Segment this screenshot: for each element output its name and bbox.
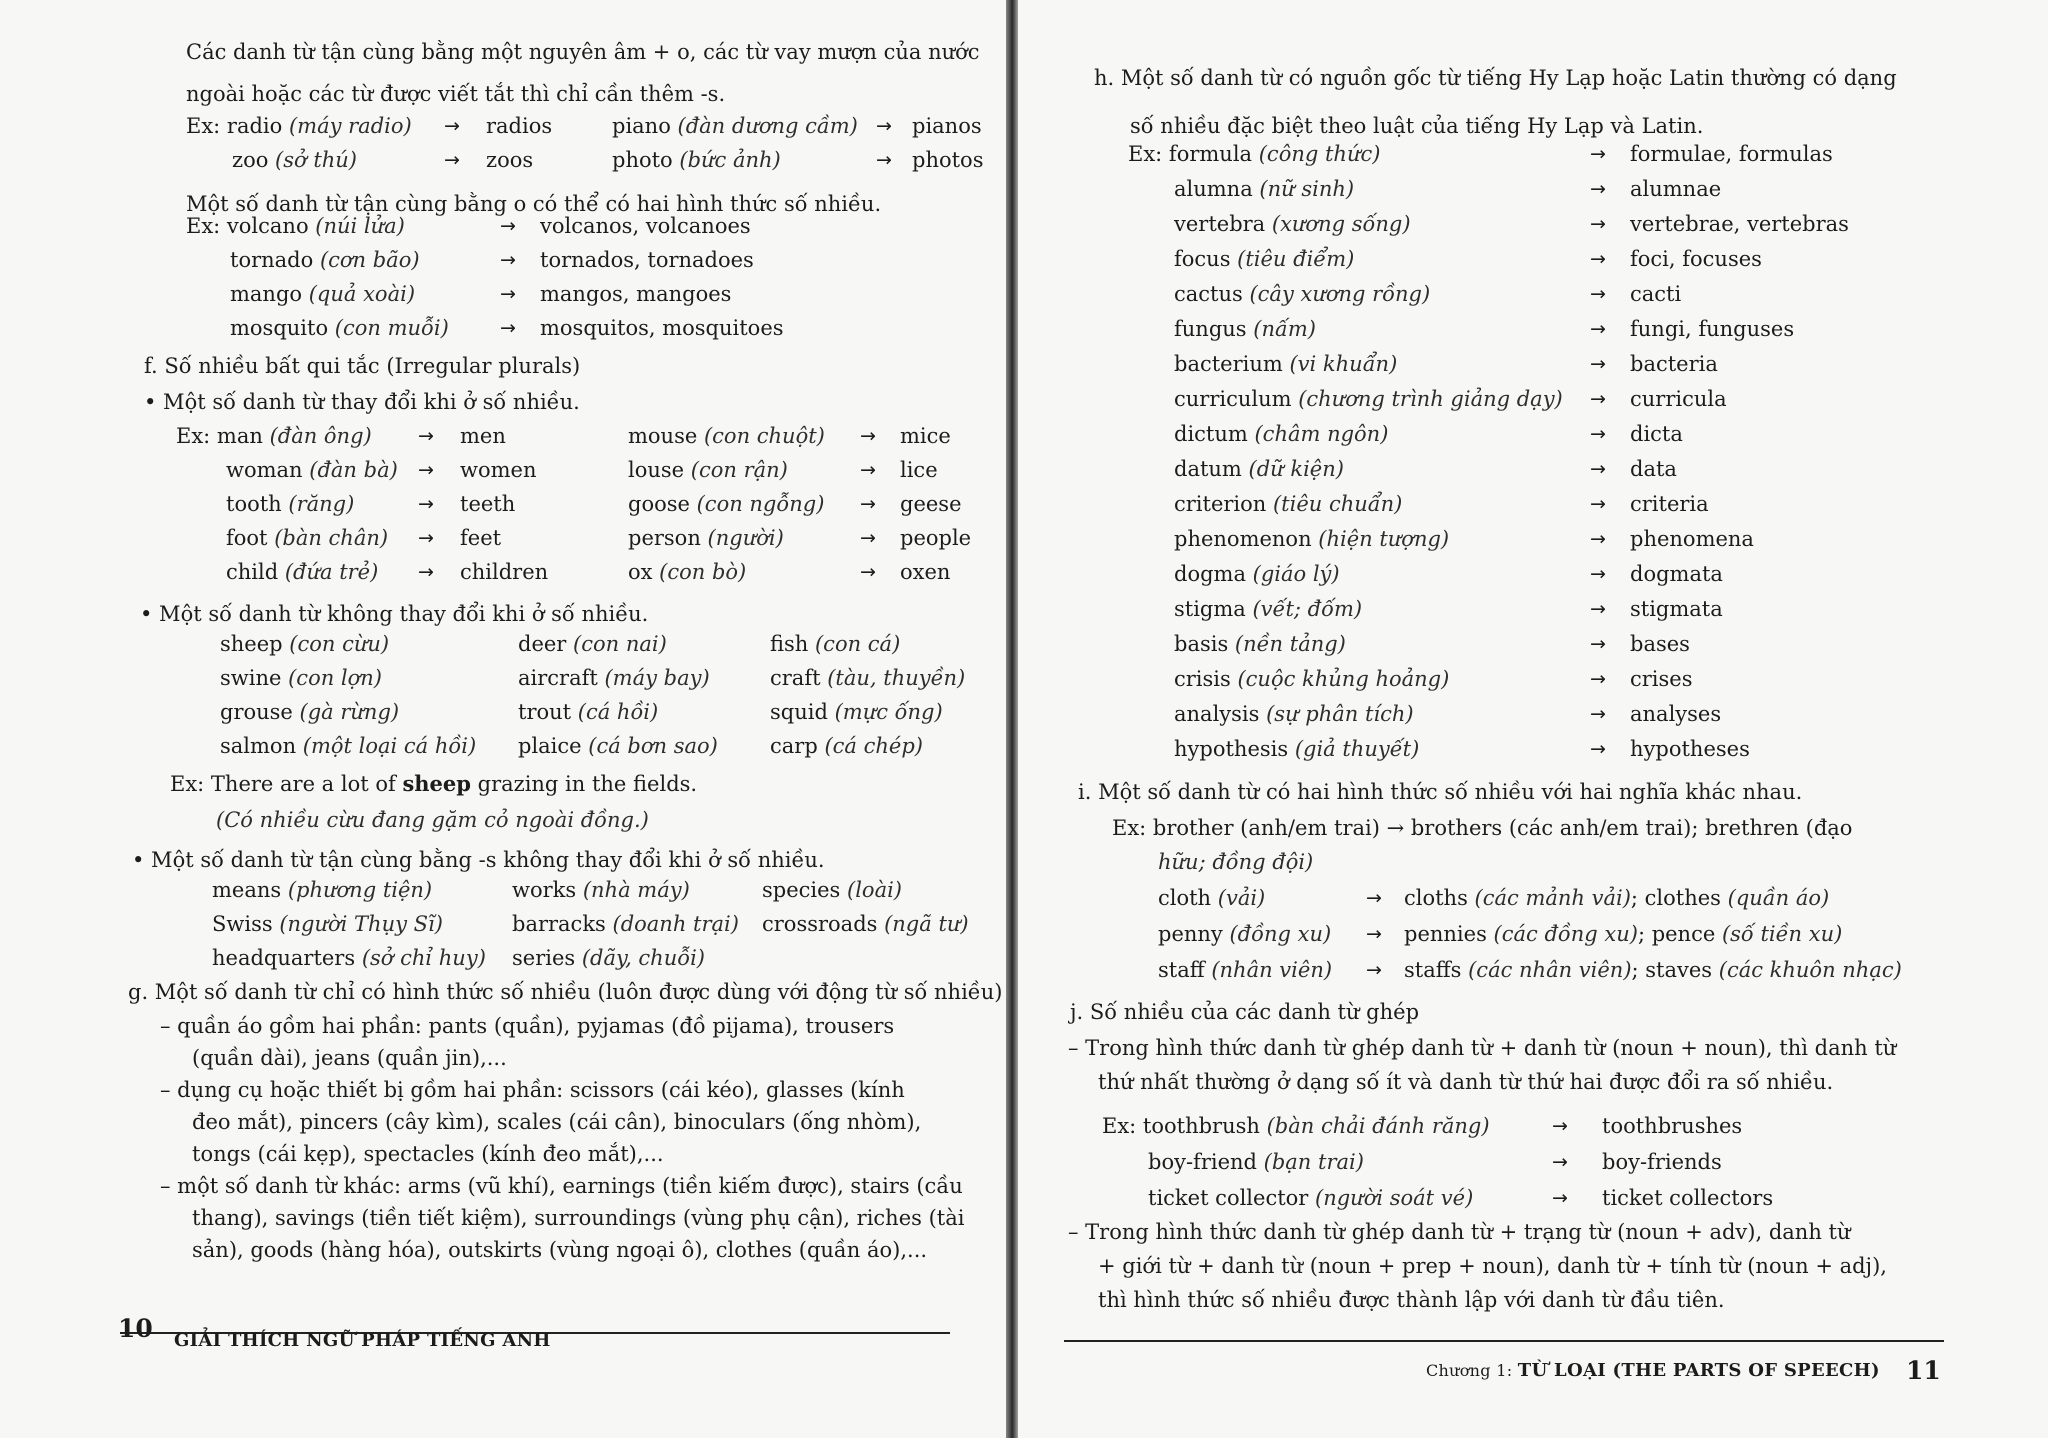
example-word: Ex: volcano (núi lửa) bbox=[186, 214, 405, 238]
example-word: Ex: formula (công thức) bbox=[1128, 142, 1381, 166]
example-word: person (người) bbox=[628, 526, 784, 550]
section-heading: f. Số nhiều bất qui tắc (Irregular plurals) bbox=[144, 354, 581, 378]
arrow-icon: → bbox=[500, 317, 516, 339]
plural-form: cloths (các mảnh vải); clothes (quần áo) bbox=[1404, 886, 1830, 910]
example-word: cloth (vải) bbox=[1158, 886, 1266, 910]
plural-form: radios bbox=[486, 114, 553, 138]
section-heading: g. Một số danh từ chỉ có hình thức số nhiều (luôn được dùng với động từ số nhiều) bbox=[128, 980, 1003, 1004]
example-word: cactus (cây xương rồng) bbox=[1174, 282, 1431, 306]
plural-form: phenomena bbox=[1630, 527, 1754, 551]
arrow-icon: → bbox=[500, 249, 516, 271]
arrow-icon: → bbox=[500, 283, 516, 305]
example-word: carp (cá chép) bbox=[770, 734, 923, 758]
arrow-icon: → bbox=[1590, 388, 1606, 410]
example-word: deer (con nai) bbox=[518, 632, 667, 656]
arrow-icon: → bbox=[1552, 1115, 1568, 1137]
example-word: vertebra (xương sống) bbox=[1174, 212, 1411, 236]
arrow-icon: → bbox=[444, 149, 460, 171]
example-word: curriculum (chương trình giảng dạy) bbox=[1174, 387, 1563, 411]
plural-form: men bbox=[460, 424, 506, 448]
left-page bbox=[0, 0, 1010, 1438]
example-word: works (nhà máy) bbox=[512, 878, 690, 902]
plural-form: volcanos, volcanoes bbox=[540, 214, 751, 238]
example-word: fish (con cá) bbox=[770, 632, 901, 656]
plural-form: bacteria bbox=[1630, 352, 1718, 376]
example-word: photo (bức ảnh) bbox=[612, 148, 781, 172]
example-word: goose (con ngỗng) bbox=[628, 492, 825, 516]
list-line: sản), goods (hàng hóa), outskirts (vùng ngoại ô), clothes (quần áo),... bbox=[192, 1238, 928, 1262]
section-text: Một số danh từ tận cùng bằng o có thể có hai hình thức số nhiều. bbox=[186, 192, 882, 216]
example-word: datum (dữ kiện) bbox=[1174, 457, 1344, 481]
example-text: grazing in the fields. bbox=[470, 772, 698, 796]
arrow-icon: → bbox=[1366, 959, 1382, 981]
plural-form: lice bbox=[900, 458, 938, 482]
example-word: ox (con bò) bbox=[628, 560, 747, 584]
plural-form: formulae, formulas bbox=[1630, 142, 1833, 166]
arrow-icon: → bbox=[1366, 887, 1382, 909]
example-word: child (đứa trẻ) bbox=[226, 560, 379, 584]
example-word: mouse (con chuột) bbox=[628, 424, 825, 448]
plural-form: curricula bbox=[1630, 387, 1727, 411]
arrow-icon: → bbox=[1590, 703, 1606, 725]
arrow-icon: → bbox=[860, 527, 876, 549]
example-word: tornado (cơn bão) bbox=[230, 248, 420, 272]
right-page bbox=[1018, 0, 2048, 1438]
example-word: woman (đàn bà) bbox=[226, 458, 398, 482]
example-word: species (loài) bbox=[762, 878, 902, 902]
arrow-icon: → bbox=[1590, 493, 1606, 515]
example-word: Ex: toothbrush (bàn chải đánh răng) bbox=[1102, 1114, 1490, 1138]
arrow-icon: → bbox=[1552, 1187, 1568, 1209]
running-footer bbox=[1426, 1360, 1880, 1381]
plural-form: photos bbox=[912, 148, 984, 172]
example-word: series (dãy, chuỗi) bbox=[512, 946, 705, 970]
example-word: Ex: man (đàn ông) bbox=[176, 424, 372, 448]
paragraph-line: + giới từ + danh từ (noun + prep + noun), danh từ + tính từ (noun + adj), bbox=[1098, 1254, 1887, 1278]
arrow-icon: → bbox=[418, 561, 434, 583]
intro-line: ngoài hoặc các từ được viết tắt thì chỉ cần thêm -s. bbox=[186, 82, 726, 106]
section-heading: h. Một số danh từ có nguồn gốc từ tiếng Hy Lạp hoặc Latin thường có dạng bbox=[1094, 66, 1897, 90]
list-line: – dụng cụ hoặc thiết bị gồm hai phần: scissors (cái kéo), glasses (kính bbox=[160, 1078, 905, 1102]
example-word: mango (quả xoài) bbox=[230, 282, 416, 306]
example-translation: (Có nhiều cừu đang gặm cỏ ngoài đồng.) bbox=[216, 808, 649, 832]
example-word: means (phương tiện) bbox=[212, 878, 433, 902]
example-word: squid (mực ống) bbox=[770, 700, 943, 724]
arrow-icon: → bbox=[418, 459, 434, 481]
arrow-icon: → bbox=[418, 527, 434, 549]
example-word: salmon (một loại cá hồi) bbox=[220, 734, 477, 758]
arrow-icon: → bbox=[1590, 178, 1606, 200]
plural-form: fungi, funguses bbox=[1630, 317, 1795, 341]
plural-form: dogmata bbox=[1630, 562, 1723, 586]
plural-form: teeth bbox=[460, 492, 516, 516]
section-heading: i. Một số danh từ có hai hình thức số nhiều với hai nghĩa khác nhau. bbox=[1078, 780, 1803, 804]
plural-form: data bbox=[1630, 457, 1677, 481]
plural-form: pianos bbox=[912, 114, 982, 138]
arrow-icon: → bbox=[1590, 458, 1606, 480]
example-word: piano (đàn dương cầm) bbox=[612, 114, 858, 138]
plural-form: women bbox=[460, 458, 537, 482]
arrow-icon: → bbox=[1590, 318, 1606, 340]
page-number: 10 bbox=[118, 1314, 153, 1343]
example-word: ticket collector (người soát vé) bbox=[1148, 1186, 1474, 1210]
list-line: – một số danh từ khác: arms (vũ khí), earnings (tiền kiếm được), stairs (cầu bbox=[160, 1174, 963, 1198]
plural-form: mice bbox=[900, 424, 951, 448]
example-word: focus (tiêu điểm) bbox=[1174, 247, 1355, 271]
example-word: fungus (nấm) bbox=[1174, 317, 1316, 341]
example-word: dogma (giáo lý) bbox=[1174, 562, 1340, 586]
arrow-icon: → bbox=[1590, 143, 1606, 165]
arrow-icon: → bbox=[860, 561, 876, 583]
list-line: – quần áo gồm hai phần: pants (quần), pyjamas (đồ pijama), trousers bbox=[160, 1014, 895, 1038]
example-word: bacterium (vi khuẩn) bbox=[1174, 352, 1398, 376]
example-word: foot (bàn chân) bbox=[226, 526, 389, 550]
example-word: plaice (cá bơn sao) bbox=[518, 734, 718, 758]
plural-form: stigmata bbox=[1630, 597, 1723, 621]
example-word: hypothesis (giả thuyết) bbox=[1174, 737, 1420, 761]
plural-form: geese bbox=[900, 492, 962, 516]
plural-form: zoos bbox=[486, 148, 534, 172]
plural-form: pennies (các đồng xu); pence (số tiền xu) bbox=[1404, 922, 1843, 946]
plural-form: alumnae bbox=[1630, 177, 1722, 201]
example-line: hữu; đồng đội) bbox=[1158, 850, 1314, 874]
example-word: crossroads (ngã tư) bbox=[762, 912, 969, 936]
plural-form: mangos, mangoes bbox=[540, 282, 732, 306]
plural-form: oxen bbox=[900, 560, 951, 584]
arrow-icon: → bbox=[1590, 283, 1606, 305]
plural-form: feet bbox=[460, 526, 502, 550]
example-word: analysis (sự phân tích) bbox=[1174, 702, 1414, 726]
arrow-icon: → bbox=[1366, 923, 1382, 945]
bullet-heading: • Một số danh từ không thay đổi khi ở số nhiều. bbox=[140, 602, 649, 626]
example-word: swine (con lợn) bbox=[220, 666, 382, 690]
paragraph-line: thì hình thức số nhiều được thành lập với danh từ đầu tiên. bbox=[1098, 1288, 1725, 1312]
running-footer: GIẢI THÍCH NGỮ PHÁP TIẾNG ANH bbox=[174, 1330, 551, 1351]
example-word: louse (con rận) bbox=[628, 458, 788, 482]
example-word: Ex: radio (máy radio) bbox=[186, 114, 412, 138]
footer-title: TỪ LOẠI (THE PARTS OF SPEECH) bbox=[1517, 1360, 1880, 1381]
arrow-icon: → bbox=[1552, 1151, 1568, 1173]
arrow-icon: → bbox=[1590, 633, 1606, 655]
page-number: 11 bbox=[1906, 1356, 1941, 1385]
paragraph-line: thứ nhất thường ở dạng số ít và danh từ thứ hai được đổi ra số nhiều. bbox=[1098, 1070, 1834, 1094]
example-word: criterion (tiêu chuẩn) bbox=[1174, 492, 1403, 516]
example-sentence bbox=[170, 770, 697, 798]
arrow-icon: → bbox=[1590, 353, 1606, 375]
list-line: đeo mắt), pincers (cây kìm), scales (cái cân), binoculars (ống nhòm), bbox=[192, 1110, 922, 1134]
bullet-heading: • Một số danh từ tận cùng bằng -s không thay đổi khi ở số nhiều. bbox=[132, 848, 825, 872]
plural-form: criteria bbox=[1630, 492, 1709, 516]
section-heading: số nhiều đặc biệt theo luật của tiếng Hy Lạp và Latin. bbox=[1130, 114, 1704, 138]
arrow-icon: → bbox=[1590, 528, 1606, 550]
example-word: headquarters (sở chỉ huy) bbox=[212, 946, 486, 970]
example-word: boy-friend (bạn trai) bbox=[1148, 1150, 1364, 1174]
arrow-icon: → bbox=[418, 425, 434, 447]
example-keyword: sheep bbox=[402, 771, 471, 796]
example-word: aircraft (máy bay) bbox=[518, 666, 710, 690]
example-word: dictum (châm ngôn) bbox=[1174, 422, 1389, 446]
bullet-heading: • Một số danh từ thay đổi khi ở số nhiều. bbox=[144, 390, 580, 414]
arrow-icon: → bbox=[1590, 213, 1606, 235]
arrow-icon: → bbox=[1590, 423, 1606, 445]
plural-form: children bbox=[460, 560, 549, 584]
arrow-icon: → bbox=[1590, 668, 1606, 690]
example-word: penny (đồng xu) bbox=[1158, 922, 1332, 946]
example-word: sheep (con cừu) bbox=[220, 632, 390, 656]
arrow-icon: → bbox=[1590, 598, 1606, 620]
arrow-icon: → bbox=[860, 493, 876, 515]
plural-form: foci, focuses bbox=[1630, 247, 1762, 271]
example-word: barracks (doanh trại) bbox=[512, 912, 739, 936]
plural-form: vertebrae, vertebras bbox=[1630, 212, 1849, 236]
example-word: crisis (cuộc khủng hoảng) bbox=[1174, 667, 1450, 691]
plural-form: dicta bbox=[1630, 422, 1683, 446]
plural-form: hypotheses bbox=[1630, 737, 1750, 761]
example-word: stigma (vết; đốm) bbox=[1174, 597, 1363, 621]
list-line: tongs (cái kẹp), spectacles (kính đeo mắt),... bbox=[192, 1142, 664, 1166]
arrow-icon: → bbox=[876, 115, 892, 137]
arrow-icon: → bbox=[1590, 248, 1606, 270]
plural-form: crises bbox=[1630, 667, 1693, 691]
example-word: trout (cá hồi) bbox=[518, 700, 659, 724]
plural-form: bases bbox=[1630, 632, 1690, 656]
paragraph-line: – Trong hình thức danh từ ghép danh từ + trạng từ (noun + adv), danh từ bbox=[1068, 1220, 1851, 1244]
plural-form: toothbrushes bbox=[1602, 1114, 1743, 1138]
arrow-icon: → bbox=[1590, 563, 1606, 585]
example-line: Ex: brother (anh/em trai) → brothers (các anh/em trai); brethren (đạo bbox=[1112, 816, 1853, 840]
list-line: (quần dài), jeans (quần jin),... bbox=[192, 1046, 507, 1070]
example-word: alumna (nữ sinh) bbox=[1174, 177, 1355, 201]
plural-form: tornados, tornadoes bbox=[540, 248, 754, 272]
example-word: tooth (răng) bbox=[226, 492, 355, 516]
example-word: basis (nền tảng) bbox=[1174, 632, 1346, 656]
example-word: Swiss (người Thụy Sĩ) bbox=[212, 912, 443, 936]
plural-form: ticket collectors bbox=[1602, 1186, 1774, 1210]
example-word: staff (nhân viên) bbox=[1158, 958, 1333, 982]
plural-form: analyses bbox=[1630, 702, 1722, 726]
example-word: craft (tàu, thuyền) bbox=[770, 666, 966, 690]
plural-form: boy-friends bbox=[1602, 1150, 1722, 1174]
arrow-icon: → bbox=[418, 493, 434, 515]
arrow-icon: → bbox=[500, 215, 516, 237]
list-line: thang), savings (tiền tiết kiệm), surroundings (vùng phụ cận), riches (tài bbox=[192, 1206, 965, 1230]
arrow-icon: → bbox=[1590, 738, 1606, 760]
footer-chapter: Chương 1: bbox=[1426, 1361, 1518, 1380]
example-text: Ex: There are a lot of bbox=[170, 772, 403, 796]
example-word: zoo (sở thú) bbox=[232, 148, 358, 172]
plural-form: mosquitos, mosquitoes bbox=[540, 316, 784, 340]
example-word: phenomenon (hiện tượng) bbox=[1174, 527, 1450, 551]
plural-form: cacti bbox=[1630, 282, 1682, 306]
footer-rule bbox=[1064, 1340, 1944, 1342]
plural-form: people bbox=[900, 526, 972, 550]
example-word: grouse (gà rừng) bbox=[220, 700, 400, 724]
arrow-icon: → bbox=[860, 459, 876, 481]
arrow-icon: → bbox=[444, 115, 460, 137]
section-heading: j. Số nhiều của các danh từ ghép bbox=[1070, 1000, 1420, 1024]
example-word: mosquito (con muỗi) bbox=[230, 316, 449, 340]
arrow-icon: → bbox=[860, 425, 876, 447]
plural-form: staffs (các nhân viên); staves (các khuôn nhạc) bbox=[1404, 958, 1902, 982]
intro-line: Các danh từ tận cùng bằng một nguyên âm + o, các từ vay mượn của nước bbox=[186, 40, 980, 64]
arrow-icon: → bbox=[876, 149, 892, 171]
paragraph-line: – Trong hình thức danh từ ghép danh từ + danh từ (noun + noun), thì danh từ bbox=[1068, 1036, 1897, 1060]
